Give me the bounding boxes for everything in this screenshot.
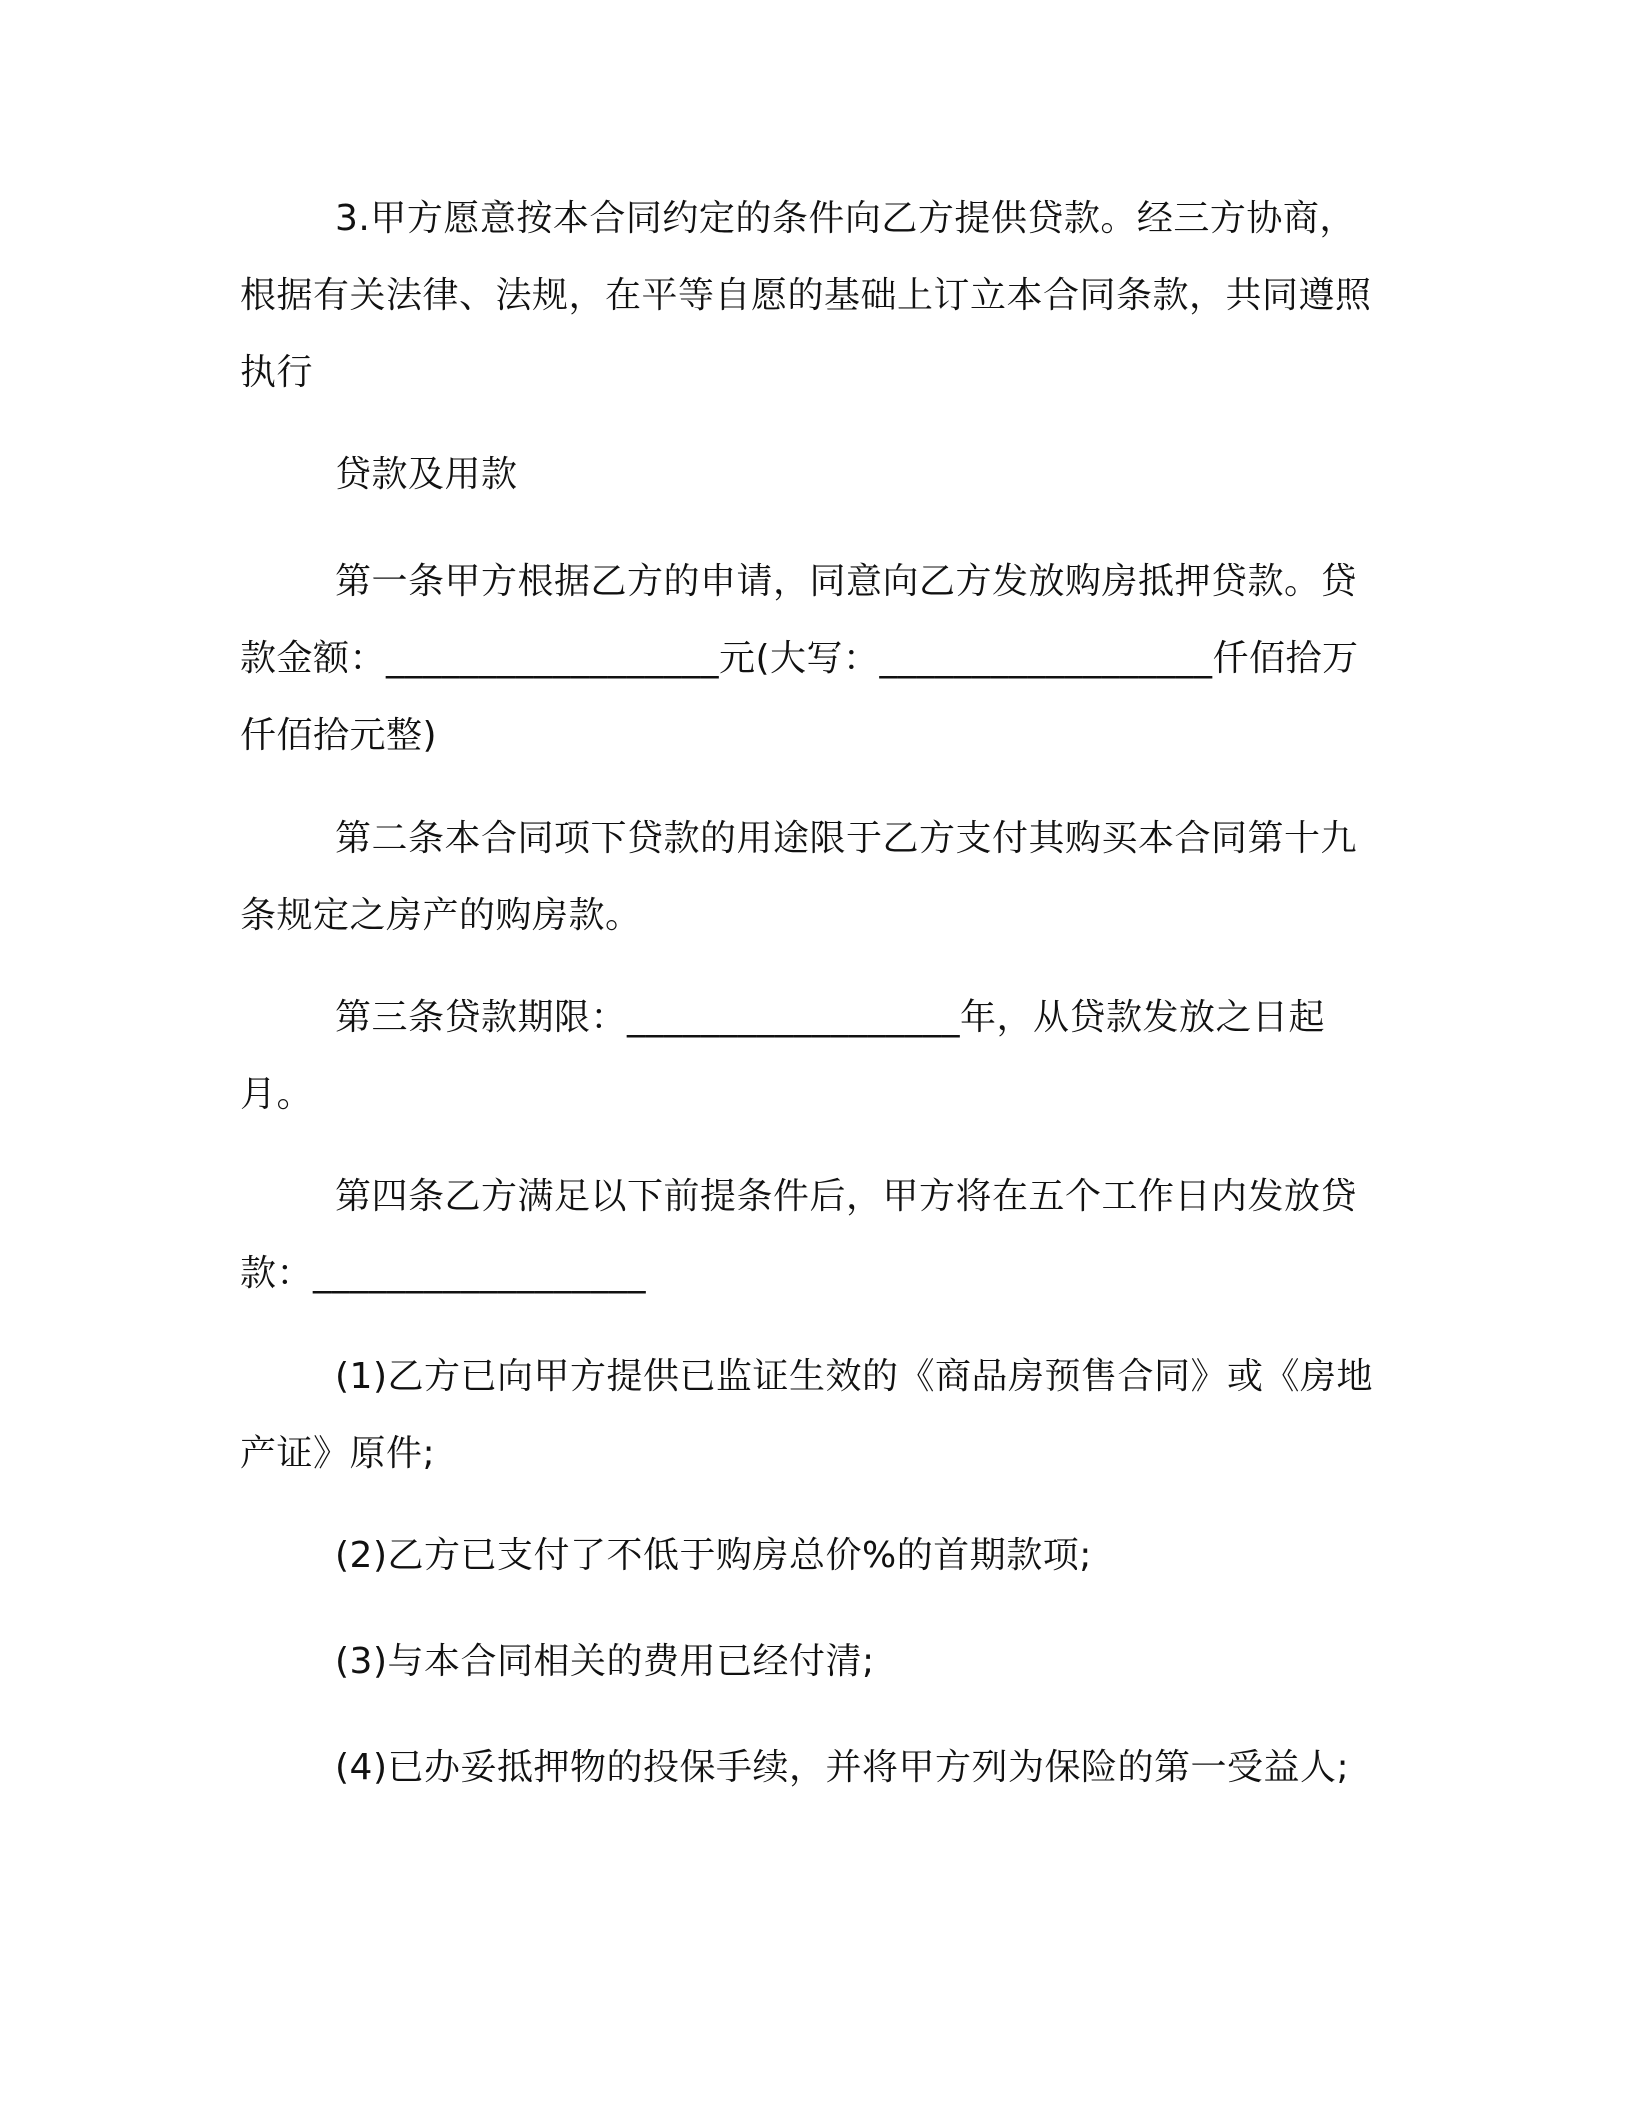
paragraph-article-3: 第三条贷款期限：__________________年，从贷款发放之日起月。 [240,997,1326,1115]
list-item-condition-2: (2)乙方已支付了不低于购房总价%的首期款项; [335,1535,1092,1576]
section-heading-loan-usage: 贷款及用款 [335,454,518,495]
list-item-condition-1: (1)乙方已向甲方提供已监证生效的《商品房预售合同》或《房地产证》原件; [240,1356,1373,1474]
paragraph-intro: 3.甲方愿意按本合同约定的条件向乙方提供贷款。经三方协商，根据有关法律、法规，在平等自愿的基础上订立本合同条款，共同遵照执行 [240,198,1372,393]
paragraph-article-1: 第一条甲方根据乙方的申请，同意向乙方发放购房抵押贷款。贷款金额：__________________元(大写：__________________仟佰拾万仟佰拾元整) [240,561,1359,756]
list-item-condition-3: (3)与本合同相关的费用已经付清; [335,1641,875,1682]
paragraph-article-4: 第四条乙方满足以下前提条件后，甲方将在五个工作日内发放贷款：__________________ [240,1176,1358,1294]
list-item-condition-4: (4)已办妥抵押物的投保手续，并将甲方列为保险的第一受益人; [335,1747,1350,1788]
paragraph-article-2: 第二条本合同项下贷款的用途限于乙方支付其购买本合同第十九条规定之房产的购房款。 [240,818,1358,936]
